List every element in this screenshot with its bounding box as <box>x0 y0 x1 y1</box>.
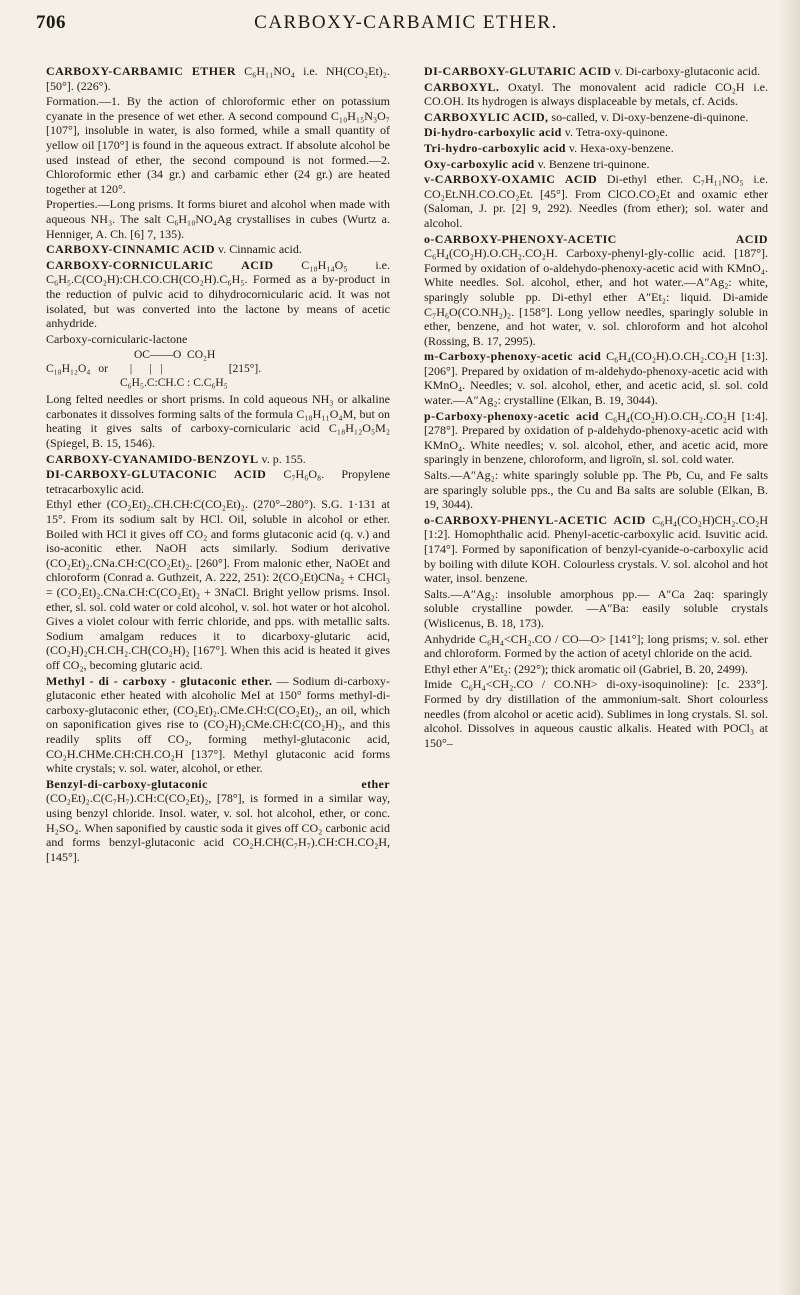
dictionary-entry <box>424 172 768 230</box>
left-column <box>46 64 390 1284</box>
entry-text: C₇H₆O₈. Propylene tetracarboxylic acid. <box>46 467 390 496</box>
entry-text: v. Tetra-oxy-quinone. <box>561 125 668 140</box>
dictionary-entry <box>46 332 390 347</box>
entry-headword: Methyl - di - carboxy - glutaconic ether. <box>46 673 273 688</box>
entry-headword: CARBOXY-CYANAMIDO-BENZOYL <box>46 451 259 466</box>
entry-headword: CARBOXYLIC ACID, <box>424 109 549 124</box>
formula-label: C₁₈H₁₂O₄ <box>46 363 91 376</box>
entry-text: Formation.—1. By the action of chloroformic ether on potassium cyanate in the presence of wet ether. A second compound C₁₀H₁₅N₃O₇ [107°], insoluble in water, is also formed, while a small quantity of yellow oil [170°] is found in the aqueous extract. If absolute alcohol be used instead of ether, the second compound is not formed.—2. Chloroformic ether (34 gr.) and carbamic ether (24 gr.) are heated together at 120°. <box>46 94 390 196</box>
dictionary-entry <box>424 587 768 631</box>
entry-headword: CARBOXYL. <box>424 79 500 94</box>
dictionary-entry <box>46 197 390 241</box>
entry-text: C₆H₁₁NO₄ i.e. NH(CO₂Et)₂. [50°]. (226°). <box>46 64 390 93</box>
entry-text: Ethyl ether A″Et₂: (292°); thick aromatic oil (Gabriel, B. 20, 2499). <box>424 661 748 676</box>
dictionary-entry <box>46 777 390 865</box>
dictionary-entry <box>46 674 390 776</box>
formula-line: | | | <box>129 363 163 376</box>
dictionary-entry <box>424 468 768 512</box>
entry-text: Carboxy-cornicularic-lactone <box>46 331 188 346</box>
entry-text: v. Cinnamic acid. <box>214 242 302 257</box>
entry-headword: CARBOXY-CINNAMIC ACID <box>46 242 215 257</box>
entry-text: Oxatyl. The monovalent acid radicle CO₂H i.e. CO.OH. Its hydrogen is always displaceable by metals, cf. Acids. <box>424 79 768 109</box>
entry-text: C₆H₄(CO₂H).O.CH₂.CO₂H [1:4]. [278°]. Prepared by oxidation of p-aldehydo-phenoxy-acetic acid with KMnO₄. White needles; v. sol. alcohol, ether, and acetic acid, more sparingly in benzene, chloroform, and ligroïn, sl. sol. cold water. <box>424 408 768 467</box>
dictionary-entry <box>424 157 768 172</box>
melting-point: [215°]. <box>228 363 262 376</box>
entry-text: v. Hexa-oxy-benzene. <box>565 140 674 155</box>
entry-headword: DI-CARBOXY-GLUTARIC ACID <box>424 64 612 78</box>
dictionary-entry <box>424 80 768 109</box>
entry-headword: DI-CARBOXY-GLUTACONIC ACID <box>46 467 267 482</box>
dictionary-entry <box>46 392 390 450</box>
dictionary-entry <box>424 64 768 79</box>
dictionary-entry <box>424 662 768 677</box>
entry-text: Di-ethyl ether. C₇H₁₁NO₅ i.e. CO₂Et.NH.CO.CO₂Et. [45°]. From ClCO.CO₂Et and oxamic ether (Saloman, J. pr. [2] 9, 292). Needles (from ether); sol. water and alcohol. <box>424 172 768 230</box>
entry-text: C₁₈H₁₄O₅ i.e. C₆H₅.C(CO₂H):CH.CO.CH(CO₂H).C₆H₅. Formed as a by-product in the reduction of pulvic acid to dihydrocornicularic acid. It was not isolated, but was converted into the lactone by means of acetic anhydride. <box>46 257 390 331</box>
dictionary-entry <box>46 94 390 196</box>
entry-text: C₆H₄(CO₂H).O.CH₂.CO₂H. Carboxy-phenyl-gly-collic acid. [187°]. Formed by oxidation of o-aldehydo-phenoxy-acetic acid with KMnO₄. White needles. Sol. alcohol, ether, and hot water.—A″Ag₂: white, sparingly soluble pp. Di-ethyl ether A″Et₂: liquid. Di-amide C₇H₆O(CO.NH₂)₂. [158°]. Long yellow needles, sparingly soluble in ether, benzene, and hot water, v. sol. chloroform and hot alcohol (Rossing, B. 17, 2995). <box>424 246 768 348</box>
dictionary-entry <box>424 125 768 140</box>
entry-headword: Di-hydro-carboxylic acid <box>424 125 562 140</box>
entry-text: v. Di-carboxy-glutaconic acid. <box>611 64 761 78</box>
entry-headword: Tri-hydro-carboxylic acid <box>424 140 566 155</box>
dictionary-entry <box>46 258 390 331</box>
dictionary-entry <box>424 141 768 156</box>
page-number: 706 <box>36 12 66 33</box>
entry-headword: m-Carboxy-phenoxy-acetic acid <box>424 349 602 364</box>
entry-text: so-called, v. Di-oxy-benzene-di-quinone. <box>548 109 749 124</box>
dictionary-entry <box>424 677 768 750</box>
entry-text: Imide C₆H₄<CH₂.CO / CO.NH> di-oxy-isoquinoline): [c. 233°]. Formed by dry distillation of the ammonium-salt. Short colourless needles (from alcohol or acetic acid). Sublimes in long crystals. Sl. sol. alcohol. Dissolves in aqueous caustic alkalis. Heated with POCl₃ at 150°– <box>424 677 768 750</box>
entry-headword: v-CARBOXY-OXAMIC ACID <box>424 172 598 187</box>
entry-headword: o-CARBOXY-PHENOXY-ACETIC ACID <box>424 231 768 246</box>
entry-text: Long felted needles or short prisms. In cold aqueous NH₃ or alkaline carbonates it dissolves forming salts of the formula C₁₈H₁₁O₄M, but on heating it gives salts of carboxy-cornicularic acid C₁₈H₁₂O₅M₂ (Spiegel, B. 15, 1546). <box>46 392 390 451</box>
entry-text: Ethyl ether (CO₂Et)₂.CH.CH:C(CO₂Et)₂. (270°–280°). S.G. 1·131 at 15°. From its sodium salt by HCl. Oil, soluble in alcohol or ether. Boiled with HCl it gives off CO₂ and forms glutaconic acid (q. v.) and iso-aconitic ether. NaOH acts similarly. Sodium derivative (CO₂Et)₂.CNa.CH:C(CO₂Et)₂. [260°]. From malonic ether, NaOEt and chloroform (Conrad a. Guthzeit, A. 222, 251): 2(CO₂Et)CNa₂ + CHCl₃ = (CO₂Et)₂.CNa.CH:C(CO₂Et)₂ + 3NaCl. Bright yellow prisms. Insol. ether, sl. sol. cold water or cold alcohol, v. sol. hot water or hot alcohol. Gives a violet colour with ferric chloride, and pps. with metallic salts. Sodium amalgam reduces it to dicarboxy-glutaric acid, (CO₂H)₂CH.CH₂.CH(CO₂H)₂ [167°]. When this acid is heated it gives off CO₂, becoming glutaric acid. <box>46 497 390 672</box>
dictionary-entry <box>424 409 768 467</box>
dictionary-entry <box>46 452 390 467</box>
formula-line: C₆H₅.C:CH.C : C.C₆H₅ <box>120 377 228 390</box>
entry-headword: CARBOXY-CARBAMIC ETHER <box>46 64 236 78</box>
entry-text: C₆H₄(CO₂H)CH₂.CO₂H [1:2]. Homophthalic acid. Phenyl-acetic-carboxylic acid. Isuvitic acid. [174°]. Formed by saponification of benzyl-cyanide-o-carboxylic acid by boiling with dilute KOH. Colourless crystals. V. sol. alcohol and hot water, insol. benzene. <box>424 512 768 586</box>
dictionary-entry <box>424 513 768 586</box>
dictionary-entry <box>46 242 390 257</box>
right-column <box>424 64 768 1284</box>
dictionary-entry <box>424 632 768 661</box>
entry-text: Properties.—Long prisms. It forms biuret and alcohol when made with aqueous NH₃. The salt C₆H₁₀NO₄Ag crystallises in cubes (Wurtz a. Henniger, A. Ch. [6] 7, 135). <box>46 197 390 241</box>
entry-headword: Benzyl-di-carboxy-glutaconic ether <box>46 776 390 791</box>
formula-connector: or <box>98 363 108 376</box>
page-header <box>36 12 776 42</box>
entry-text: Anhydride C₆H₄<CH₂.CO / CO—O> [141°]; long prisms; v. sol. ether and chloroform. Formed by the action of acetyl chloride on the acid. <box>424 631 768 661</box>
entry-text: Salts.—A″Ag₂: white sparingly soluble pp. The Pb, Cu, and Fe salts are sparingly soluble pps., the Cu and Ba salts are soluble (Elkan, B. 19, 3044). <box>424 468 768 512</box>
entry-text: Salts.—A″Ag₂: insoluble amorphous pp.— A″Ca 2aq: sparingly soluble crystalline powder. —A″Ba: easily soluble crystals (Wislicenus, B. 18, 173). <box>424 586 768 630</box>
dictionary-entry <box>46 497 390 672</box>
lactone-structural-formula <box>46 348 390 390</box>
dictionary-entry <box>424 110 768 125</box>
dictionary-entry <box>46 64 390 93</box>
entry-headword: Oxy-carboxylic acid <box>424 156 535 171</box>
entry-headword: p-Carboxy-phenoxy-acetic acid <box>424 408 599 423</box>
dictionary-entry <box>424 349 768 407</box>
running-title: CARBOXY-CARBAMIC ETHER. <box>254 12 558 33</box>
entry-text: C₆H₄(CO₂H).O.CH₂.CO₂H [1:3]. [206°]. Prepared by oxidation of m-aldehydo-phenoxy-acetic acid with KMnO₄. Needles; v. sol. alcohol, ether, and acetic acid, sl. sol. cold water.—A″Ag₂: crystalline (Elkan, B. 19, 3044). <box>424 349 768 408</box>
entry-headword: o-CARBOXY-PHENYL-ACETIC ACID <box>424 512 646 527</box>
entry-text: — Sodium di-carboxy-glutaconic ether heated with alcoholic MeI at 150° forms methyl-di-carboxy-glutaconic ether, (CO₂Et)₂.CMe.CH:C(CO₂Et)₂, an oil, which on saponification gives rise to (CO₂H)₂CMe.CH:C(CO₂H)₂, and this readily splits off CO₂, forming methyl-glutaconic acid, CO₂H.CHMe.CH:CH.CO₂H [137°]. Methyl glutaconic acid forms white crystals; v. sol. water, alcohol, or ether. <box>46 673 390 776</box>
dictionary-entry <box>46 467 390 496</box>
entry-text: (CO₂Et)₂.C(C₇H₇).CH:C(CO₂Et)₂, [78°], is formed in a similar way, using benzyl chloride. Insol. water, v. sol. hot alcohol, ether, or conc. H₂SO₄. When saponified by caustic soda it gives off CO₂ carbonic acid and forms benzyl-glutaconic acid CO₂H.CH(C₇H₇).CH:CH.CO₂H, [145°]. <box>46 791 390 864</box>
entry-headword: CARBOXY-CORNICULARIC ACID <box>46 257 274 272</box>
page-edge-shadow <box>778 0 800 1295</box>
entry-text: v. Benzene tri-quinone. <box>534 156 650 171</box>
dictionary-entry <box>424 232 768 349</box>
entry-text: v. p. 155. <box>258 451 306 466</box>
formula-line: OC——O CO₂H <box>134 349 216 362</box>
